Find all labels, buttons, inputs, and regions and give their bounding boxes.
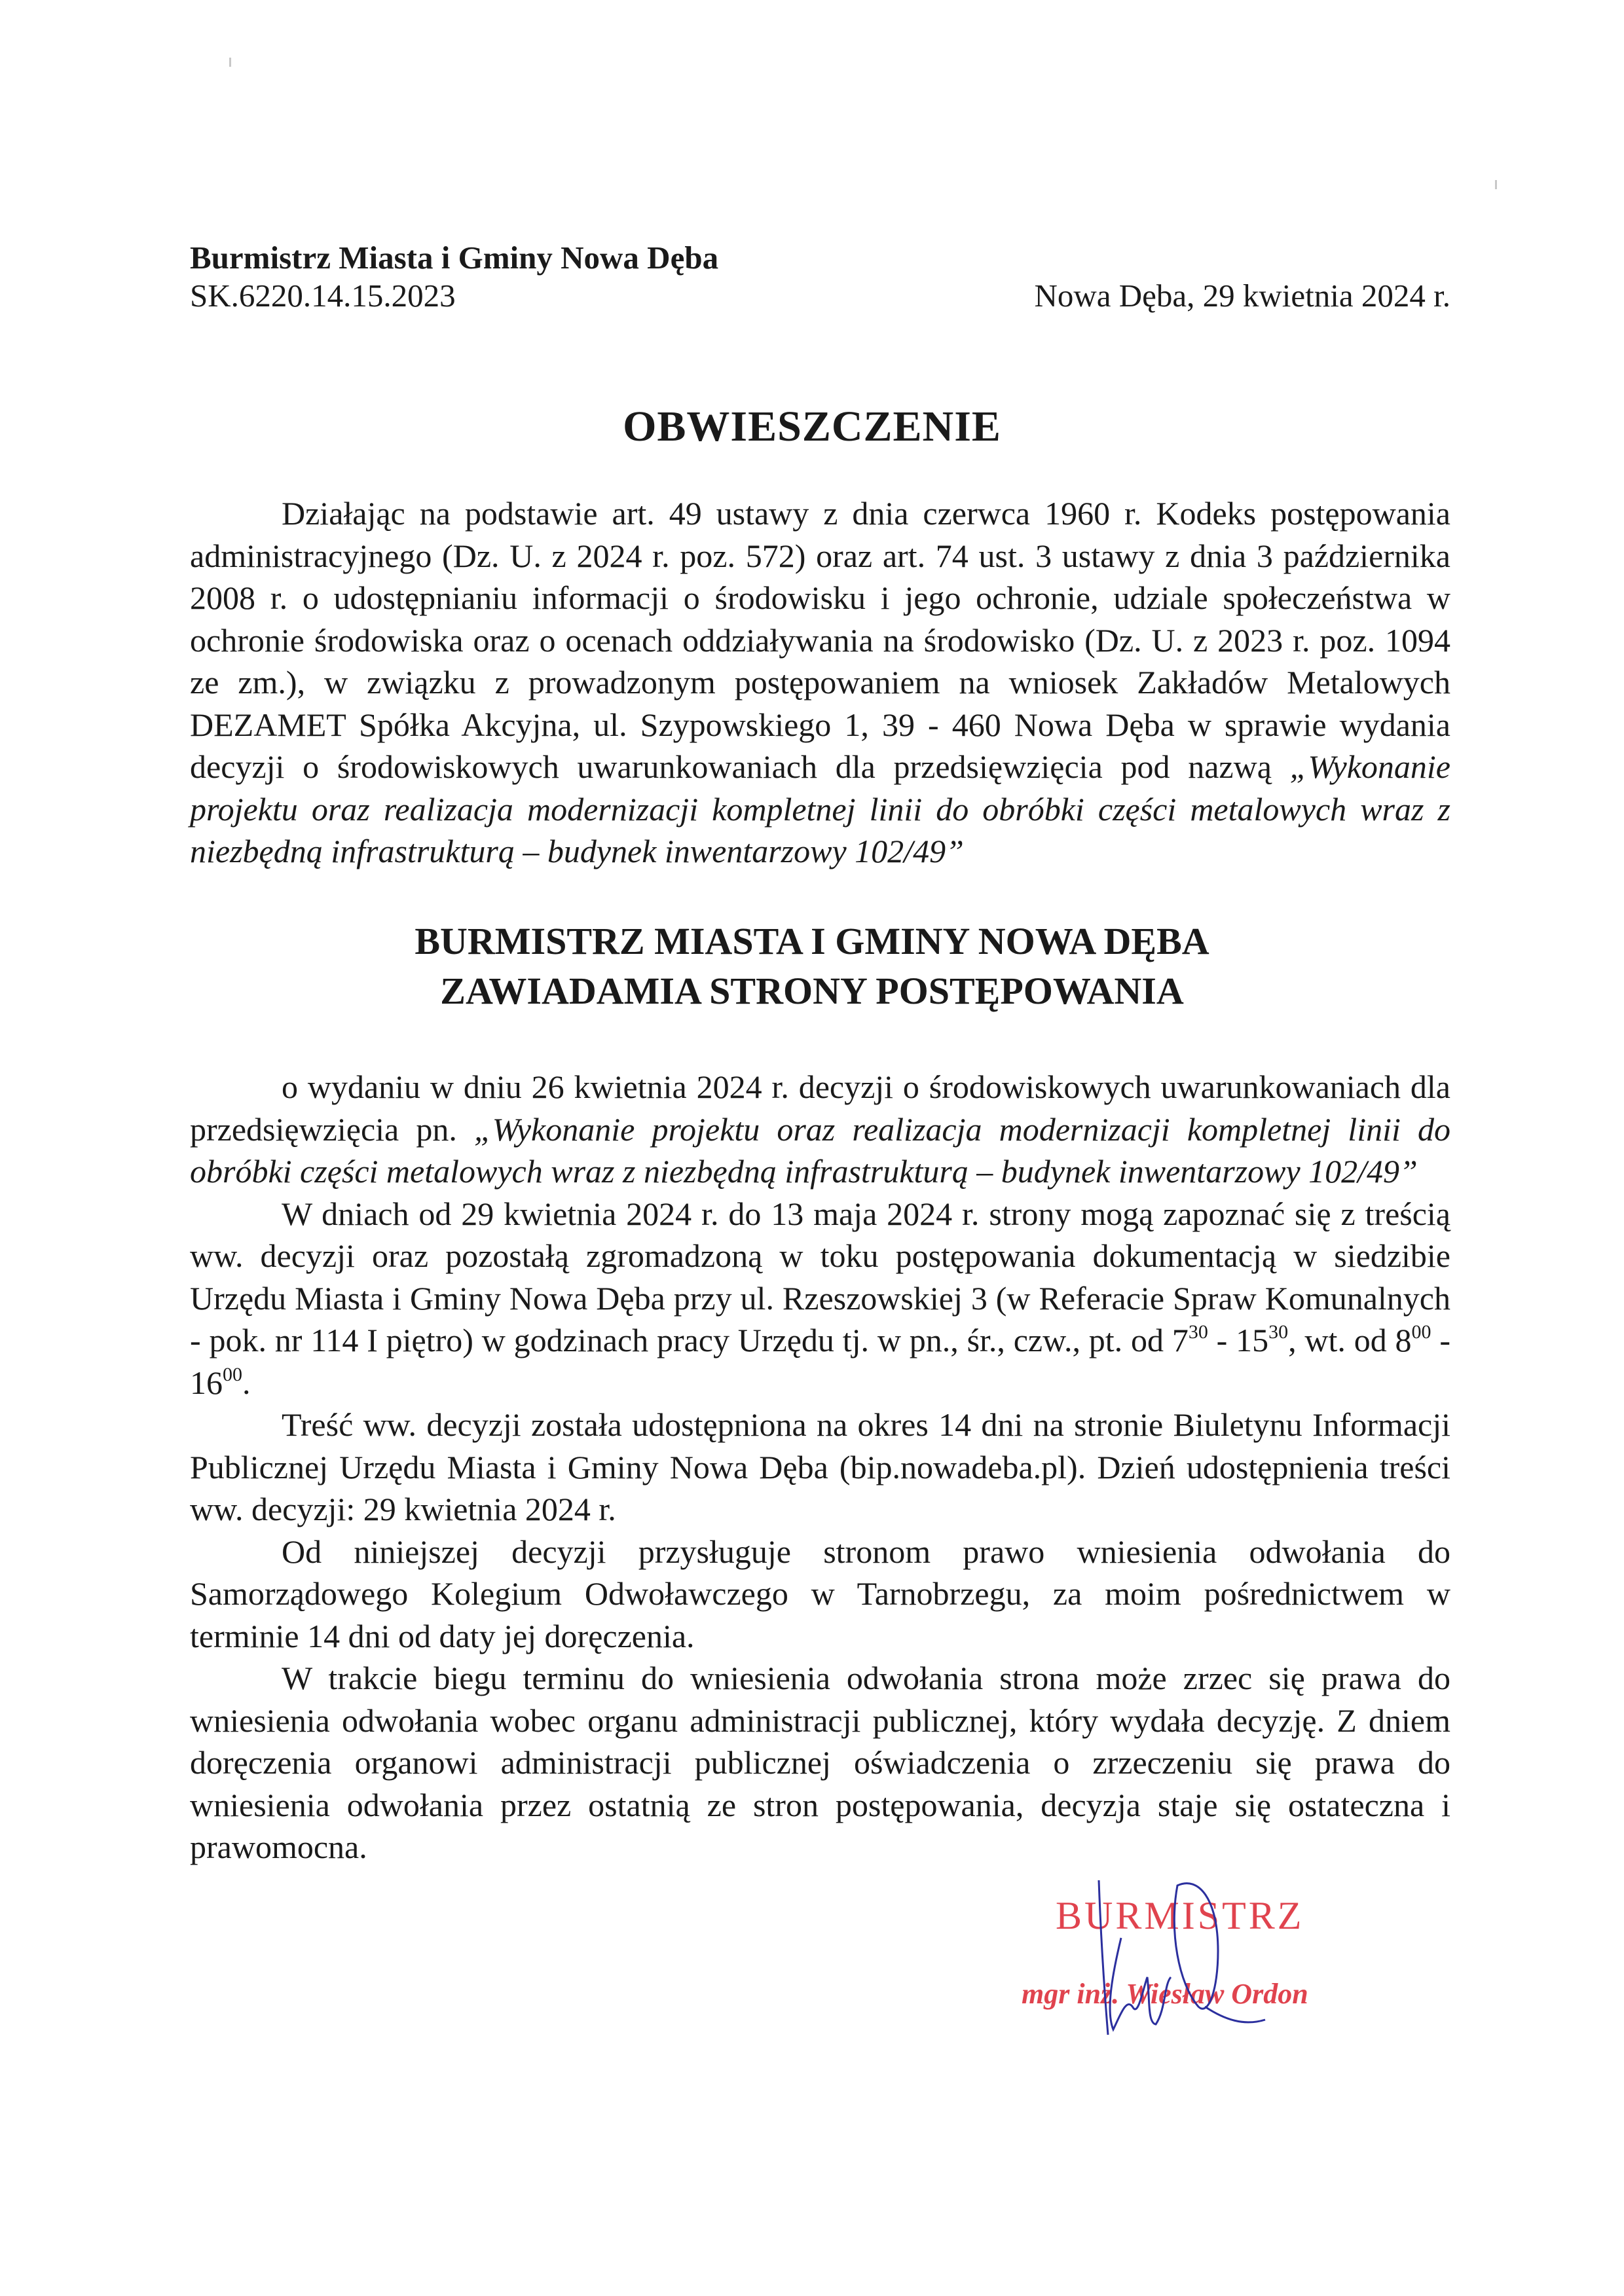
decision-issued-text: o wydaniu w dniu 26 kwietnia 2024 r. decyzji o środowiskowych uwarunkowaniach dla przedsięwzięcia pn.	[190, 1068, 1450, 1148]
separator: -	[1208, 1322, 1236, 1358]
case-reference-number: SK.6220.14.15.2023	[190, 278, 456, 314]
scan-artifact	[1495, 180, 1497, 189]
hour: 8	[1395, 1322, 1412, 1358]
signature-stroke	[1174, 1884, 1265, 2022]
inspection-paragraph	[190, 1193, 1450, 1404]
hour: 15	[1236, 1322, 1269, 1358]
project-name: „Wykonanie projektu oraz realizacja modernizacji kompletnej linii do obróbki części metalowych wraz z niezbędną infrastrukturą – budynek inwentarzowy 102/49”	[190, 748, 1450, 869]
publication-paragraph: Treść ww. decyzji została udostępniona na okres 14 dni na stronie Biuletynu Informacji Publicznej Urzędu Miasta i Gminy Nowa Dęba (bip.nowadeba.pl). Dzień udostępnienia treści ww. decyzji: 29 kwietnia 2024 r.	[190, 1406, 1450, 1527]
notice-body	[190, 1066, 1450, 1868]
decision-issued-paragraph	[190, 1066, 1450, 1193]
announcement-heading-line2: ZAWIADAMIA STRONY POSTĘPOWANIA	[440, 970, 1184, 1012]
mayor-stamp	[1022, 1879, 1388, 2036]
minute: 00	[1411, 1321, 1431, 1343]
signature-stroke	[1110, 1938, 1171, 2030]
minute: 30	[1188, 1321, 1208, 1343]
issuing-authority: Burmistrz Miasta i Gminy Nowa Dęba	[190, 240, 719, 276]
minute: 00	[223, 1363, 242, 1385]
waiver-paragraph: W trakcie biegu terminu do wniesienia odwołania strona może zrzec się prawa do wniesienia odwołania wobec organu administracji publicznej, który wydała decyzję. Z dniem doręczenia organowi administracji publicznej oświadczenia o zrzeczeniu się prawa do wniesienia odwołania przez ostatnią ze stron postępowania, decyzja staje się ostateczna i prawomocna.	[190, 1660, 1450, 1865]
scan-artifact	[229, 58, 231, 67]
signature-stroke	[1099, 1880, 1108, 2035]
tuesday-label: , wt. od	[1288, 1322, 1395, 1358]
intro-legal-basis: Działając na podstawie art. 49 ustawy z dnia czerwca 1960 r. Kodeks postępowania administracyjnego (Dz. U. z 2024 r. poz. 572) oraz art. 74 ust. 3 ustawy z dnia 3 października 2008 r. o udostępnianiu informacji o środowisku i jego ochronie, udziale społeczeństwa w ochronie środowiska oraz o ocenach oddziaływania na środowisko (Dz. U. z 2023 r. poz. 1094 ze zm.), w związku z prowadzonym postępowaniem na wniosek Zakładów Metalowych DEZAMET Spółka Akcyjna, ul. Szypowskiego 1, 39 - 460 Nowa Dęba w sprawie wydania decyzji o środowiskowych uwarunkowaniach dla przedsięwzięcia pod nazwą	[190, 495, 1450, 785]
announcement-heading-line1: BURMISTRZ MIASTA I GMINY NOWA DĘBA	[415, 920, 1209, 962]
stamp-name: mgr inż. Wiesław Ordon	[1022, 1978, 1308, 2010]
intro-paragraph	[190, 492, 1450, 873]
minute: 30	[1268, 1321, 1289, 1343]
separator: -	[1431, 1322, 1450, 1358]
hour: 16	[190, 1364, 223, 1401]
document-title: OBWIESZCZENIE	[623, 403, 1001, 450]
handwritten-signature	[1022, 1879, 1388, 2036]
intro-text	[190, 492, 1450, 873]
hour: 7	[1172, 1322, 1189, 1358]
place-and-date: Nowa Dęba, 29 kwietnia 2024 r.	[1034, 278, 1450, 314]
project-name-repeat: „Wykonanie projektu oraz realizacja modernizacji kompletnej linii do obróbki części metalowych wraz z niezbędną infrastrukturą – budynek inwentarzowy 102/49”	[190, 1110, 1450, 1190]
announcement-heading	[0, 917, 1624, 1016]
stamp-title: BURMISTRZ	[1056, 1894, 1304, 1937]
inspection-text: W dniach od 29 kwietnia 2024 r. do 13 maja 2024 r. strony mogą zapoznać się z treścią ww. decyzji oraz pozostałą zgromadzoną w toku postępowania dokumentacją w siedzibie Urzędu Miasta i Gminy Nowa Dęba przy ul. Rzeszowskiej 3 (w Referacie Spraw Komunalnych - pok. nr 114 I piętro) w godzinach pracy Urzędu tj. w pn., śr., czw., pt. od	[190, 1195, 1450, 1358]
period: .	[242, 1364, 251, 1401]
appeal-paragraph: Od niniejszej decyzji przysługuje stronom prawo wniesienia odwołania do Samorządowego Kolegium Odwoławczego w Tarnobrzegu, za moim pośrednictwem w terminie 14 dni od daty jej doręczenia.	[190, 1533, 1450, 1654]
